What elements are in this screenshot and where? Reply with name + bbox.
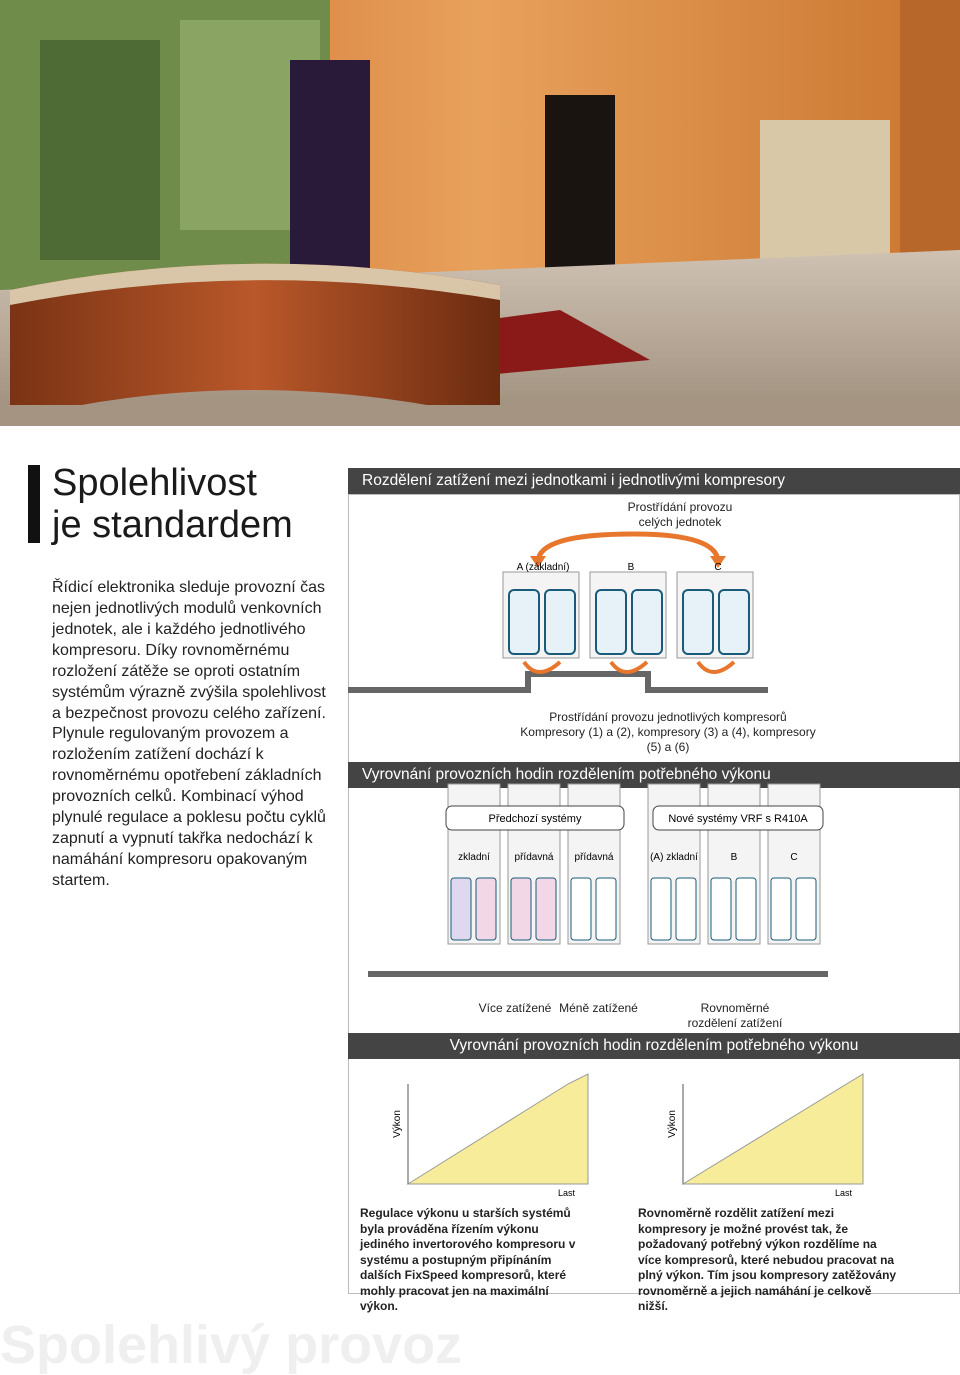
new-unit-3: C [790,852,798,863]
old-unit-3: přídavná [574,852,614,863]
old-y-axis-label: Výkon [392,1110,403,1138]
compressor-rotation-caption: Prostřídání provozu jednotlivých kompresorů Kompresory (1) a (2), kompresory (3) a (4), kompresory (5) a (6) [520,710,816,754]
new-systems-description: Rovnoměrně rozdělit zatížení mezi kompresory je možné provést tak, že požadovaný potřebný výkon rozdělíme na více kompresorů, které nebudou pracovat na plný výkon. Tím jsou kompresory zatěžovány rovnoměrně a jejich namáhání je celkově nižší. [638,1206,897,1313]
rotation-arrow [538,534,718,562]
footer-watermark: Spolehlivý provoz [0,1315,463,1375]
unit-A-label: A (základní) [516,562,570,573]
intro-paragraph: Řídicí elektronika sleduje provozní čas nejen jednotlivých modulů venkovních jednotek, ale i každého jednotlivého kompresoru. Díky rovnoměrnému rozložení zátěže se oproti ostatním systémům výrazně zvýšila spolehlivost a bezpečnost provozu celého zařízení. [52,579,326,722]
unit-C-label: C [714,562,722,573]
new-y-axis-label: Výkon [667,1110,678,1138]
old-systems-label: Předchozí systémy [488,813,582,825]
less-loaded-label: Méně zatížené [559,1001,638,1015]
section-header-runtime-balance: Vyrovnání provozních hodin rozdělením potřebného výkonu [348,762,960,788]
section-header-runtime-balance-2: Vyrovnání provozních hodin rozdělením potřebného výkonu [348,1033,960,1059]
unit-C [677,572,753,658]
old-systems-description: Regulace výkonu u starších systémů byla prováděna řízením výkonu jediného invertorového kompresoru v systému a postupným připínáním dalších FixSpeed kompresorů, které mohly pracovat jen na maximální výkon. [360,1206,576,1313]
new-unit-2: B [730,852,738,863]
new-systems-label: Nové systémy VRF s R410A [668,813,808,825]
wear-paragraph: Plynule regulovaným provozem a rozložením zatížení dochází k rovnoměrnému opotřebení základních provozních celků. Kombinací výhod plynulé regulace a poklesu počtu cyklů zapnutí a vypnutí takřka nedochází k namáhání kompresoru opakovaným startem. [52,725,326,889]
old-unit-2: přídavná [514,852,554,863]
title-line-2: je standardem [52,504,293,546]
unit-A [503,572,579,658]
new-x-axis-label: Last [835,1188,853,1198]
old-x-axis-label: Last [558,1188,576,1198]
new-unit-1: (A) zkladní [650,852,698,863]
unit-B [590,572,666,658]
more-loaded-label: Více zatížené [478,1001,552,1015]
title-line-1: Spolehlivost [52,462,257,504]
old-unit-1: zkladní [458,852,490,863]
unit-B-label: B [627,562,635,573]
unit-rotation-label: Prostřídání provozu celých jednotek [627,500,733,529]
heading-accent-bar [28,465,40,543]
compressor-diagram [348,494,960,1294]
lobby-photo [0,0,960,426]
new-capacity-chart [667,1074,863,1198]
old-capacity-chart [392,1074,588,1198]
page-title [52,462,293,546]
even-distribution-label: Rovnoměrné rozdělení zatížení [687,1001,783,1030]
section-header-load-distribution: Rozdělení zatížení mezi jednotkami i jednotlivými kompresory [348,468,960,494]
